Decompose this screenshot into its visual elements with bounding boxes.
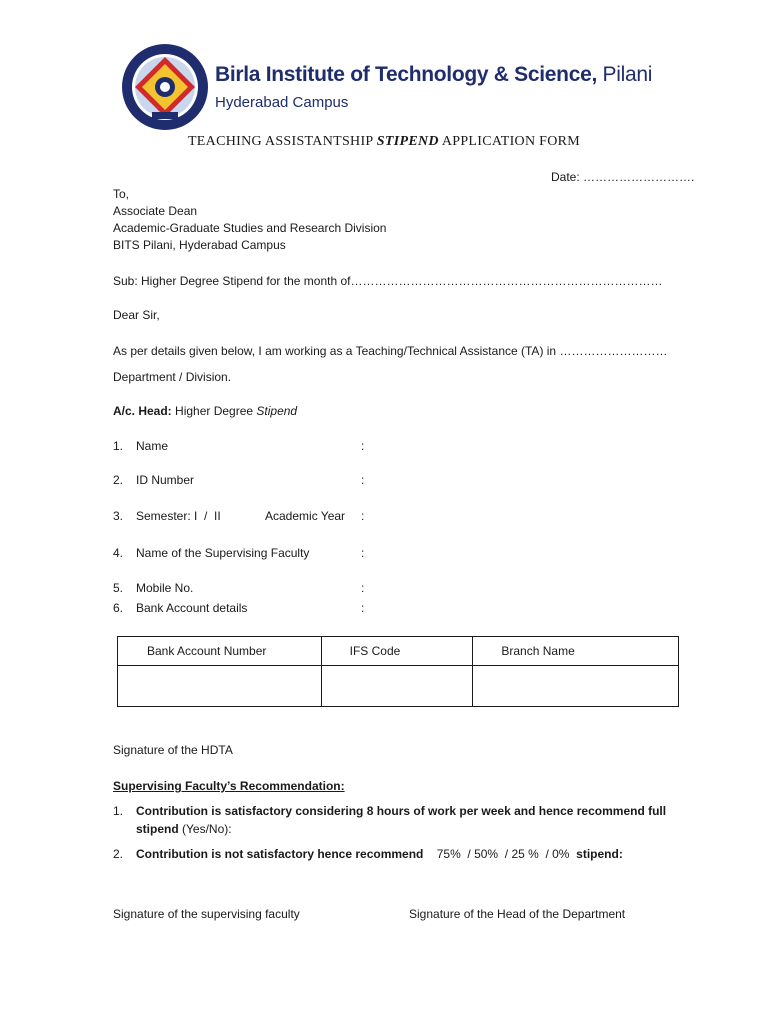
campus-name: Hyderabad Campus [215,94,349,111]
bits-logo [120,42,210,132]
field-label-id-number: ID Number [136,473,195,487]
field-label-academic-year: Academic Year [265,509,346,523]
field-colon: : [361,439,365,453]
field-num: 6. [113,601,124,615]
signature-head-of-department: Signature of the Head of the Department [409,907,626,921]
body-line-1: As per details given below, I am working as a Teaching/Technical Assistance (TA) in ……………………… [113,344,668,358]
field-label-bank-details: Bank Account details [136,601,248,615]
account-number-cell[interactable] [118,666,322,707]
address-line-campus: BITS Pilani, Hyderabad Campus [113,238,286,252]
subject-line: Sub: Higher Degree Stipend for the month of…………………………………………………………………… [113,274,663,288]
body-line-2: Department / Division. [113,370,232,384]
signature-hdta: Signature of the HDTA [113,743,233,757]
address-line-dean: Associate Dean [113,204,198,218]
table-header-row [118,637,679,666]
recommendation-item-1-line-1: Contribution is satisfactory considering 8 hours of work per week and hence recommend full [136,804,667,818]
recommendation-num-1: 1. [113,804,124,818]
field-label-supervising-faculty: Name of the Supervising Faculty [136,546,310,560]
field-label-name: Name [136,439,169,453]
address-line-to: To, [113,187,130,201]
field-colon: : [361,581,365,595]
field-colon: : [361,509,365,523]
column-header-ifs-code: IFS Code [321,637,473,666]
recommendation-item-1-line-2: stipend (Yes/No): [136,822,232,836]
column-header-branch-name: Branch Name [473,637,679,666]
ac-head: A/c. Head: Higher Degree Stipend [113,404,298,418]
recommendation-num-2: 2. [113,847,124,861]
column-header-account-number: Bank Account Number [118,637,322,666]
signature-supervising-faculty: Signature of the supervising faculty [113,907,300,921]
field-label-semester: Semester: I / II [136,509,221,523]
field-label-mobile: Mobile No. [136,581,194,595]
field-colon: : [361,546,365,560]
institute-name: Birla Institute of Technology & Science, Pilani [215,63,653,86]
branch-name-cell[interactable] [473,666,679,707]
field-num: 4. [113,546,124,560]
recommendation-item-2: Contribution is not satisfactory hence recommend 75% / 50% / 25 % / 0% stipend: [136,847,623,861]
recommendation-heading: Supervising Faculty’s Recommendation: [113,779,345,793]
field-colon: : [361,473,365,487]
field-num: 5. [113,581,124,595]
table-row [118,666,679,707]
bank-details-table [117,636,679,707]
salutation: Dear Sir, [113,308,160,322]
form-title: TEACHING ASSISTANTSHIP STIPEND APPLICATION FORM [187,134,581,149]
field-num: 1. [113,439,124,453]
field-num: 2. [113,473,124,487]
field-num: 3. [113,509,124,523]
ifs-code-cell[interactable] [321,666,473,707]
address-line-division: Academic-Graduate Studies and Research Division [113,221,387,235]
field-colon: : [361,601,365,615]
date-line: Date: ………………………. [551,170,695,184]
